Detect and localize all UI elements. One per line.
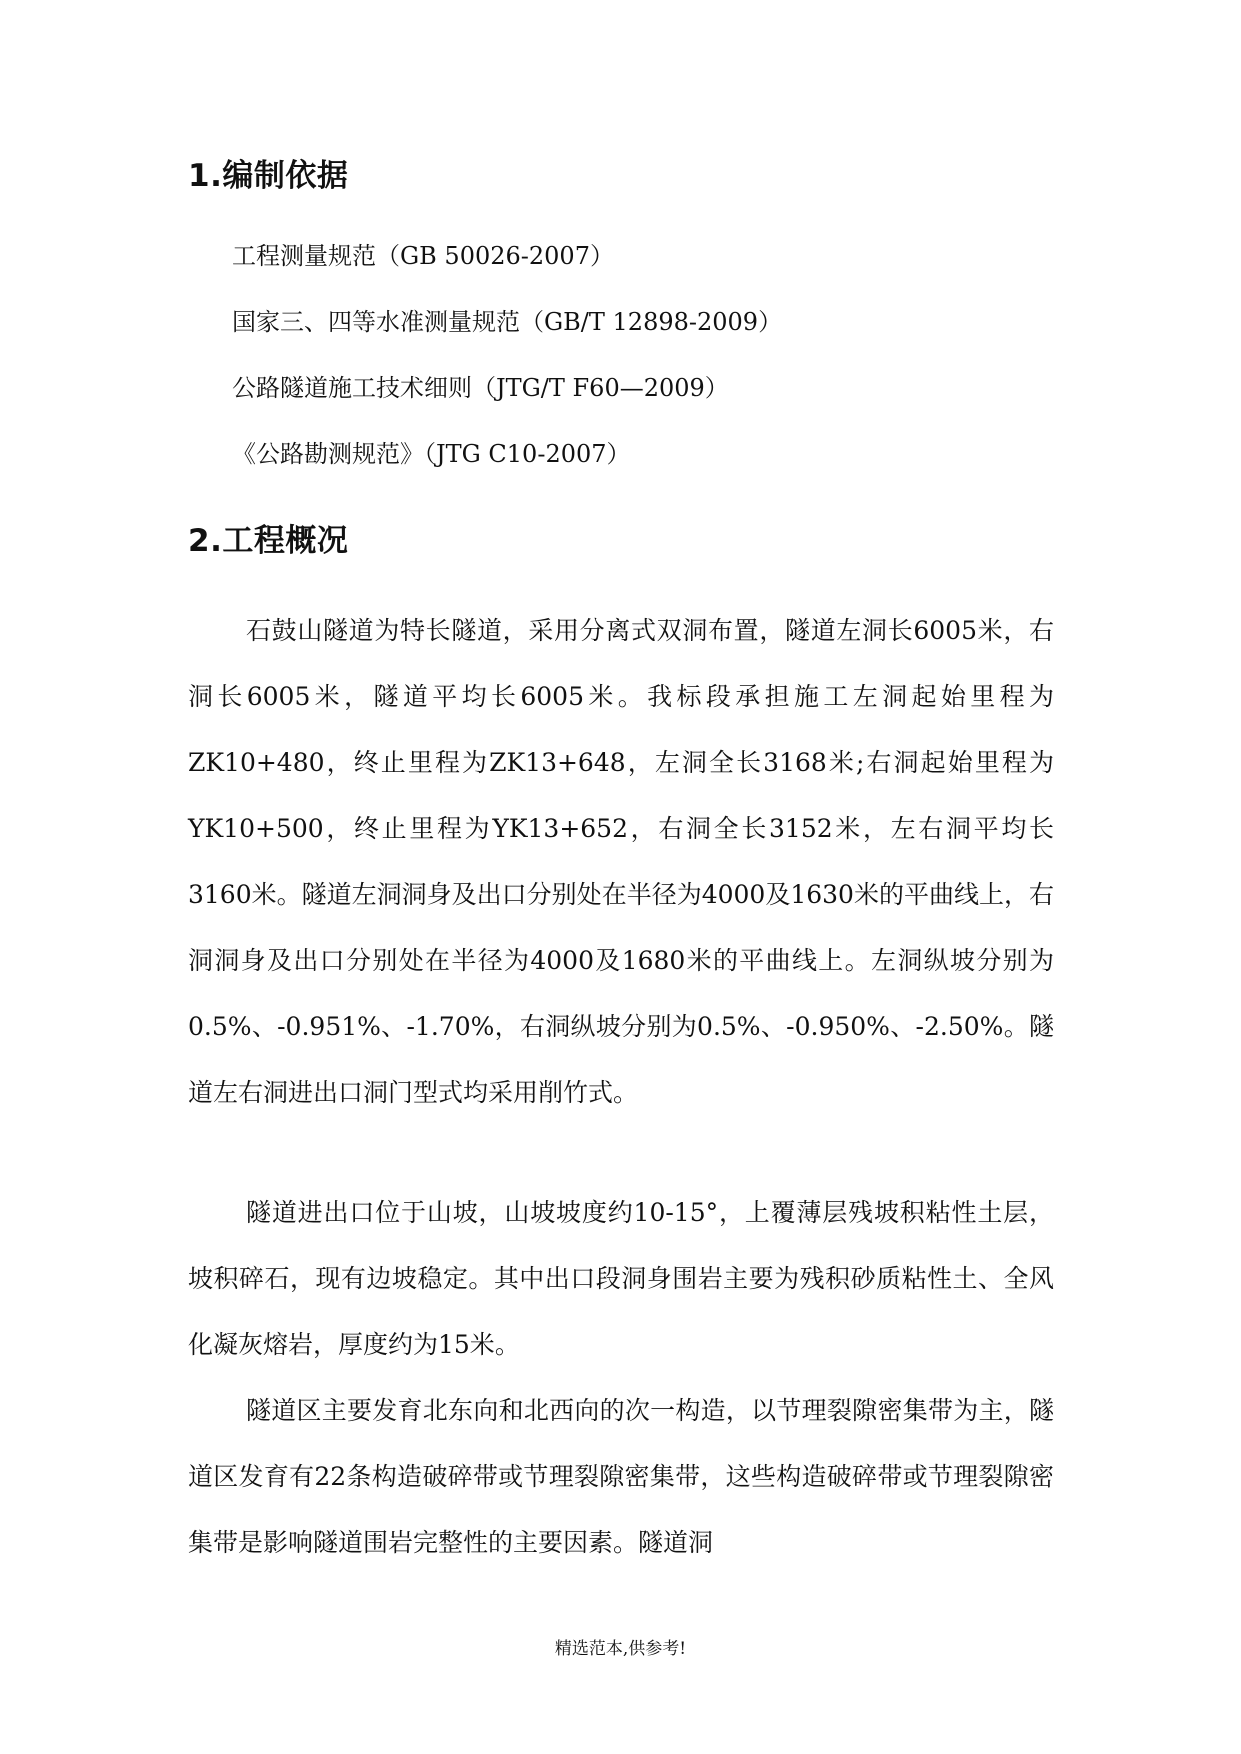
page-footer: 精选范本,供参考! [554, 1639, 687, 1659]
overview-paragraph: 隧道区主要发育北东向和北西向的次一构造，以节理裂隙密集带为主，隧道区发育有22条构造破碎带或节理裂隙密集带，这些构造破碎带或节理裂隙密集带是影响隧道围岩完整性的主要因素。隧道洞 [188, 1396, 1054, 1557]
reference-item: 《公路勘测规范》（JTG C10-2007） [232, 440, 631, 468]
reference-list [232, 236, 782, 500]
section-heading-overview: 2.工程概况 [188, 523, 349, 559]
section-heading-basis: 1.编制依据 [188, 158, 349, 194]
reference-item: 公路隧道施工技术细则（JTG/T F60—2009） [232, 374, 729, 402]
overview-paragraph: 隧道进出口位于山坡，山坡坡度约10-15°，上覆薄层残坡积粘性土层，坡积碎石，现有边坡稳定。其中出口段洞身围岩主要为残积砂质粘性土、全风化凝灰熔岩，厚度约为15米。 [188, 1198, 1054, 1359]
overview-paragraph: 石鼓山隧道为特长隧道，采用分离式双洞布置，隧道左洞长6005米，右洞长6005米，隧道平均长6005米。我标段承担施工左洞起始里程为ZK10+480，终止里程为ZK13+648，左洞全长3168米;右洞起始里程为YK10+500，终止里程为YK13+652，右洞全长3152米，左右洞平均长3160米。隧道左洞洞身及出口分别处在半径为4000及1630米的平曲线上，右洞洞身及出口分别处在半径为4000及1680米的平曲线上。左洞纵坡分别为0.5%、-0.951%、-1.70%，右洞纵坡分别为0.5%、-0.950%、-2.50%。隧道左右洞进出口洞门型式均采用削竹式。 [188, 616, 1054, 1107]
reference-item: 工程测量规范（GB 50026-2007） [232, 242, 614, 270]
reference-item: 国家三、四等水准测量规范（GB/T 12898-2009） [232, 308, 783, 336]
